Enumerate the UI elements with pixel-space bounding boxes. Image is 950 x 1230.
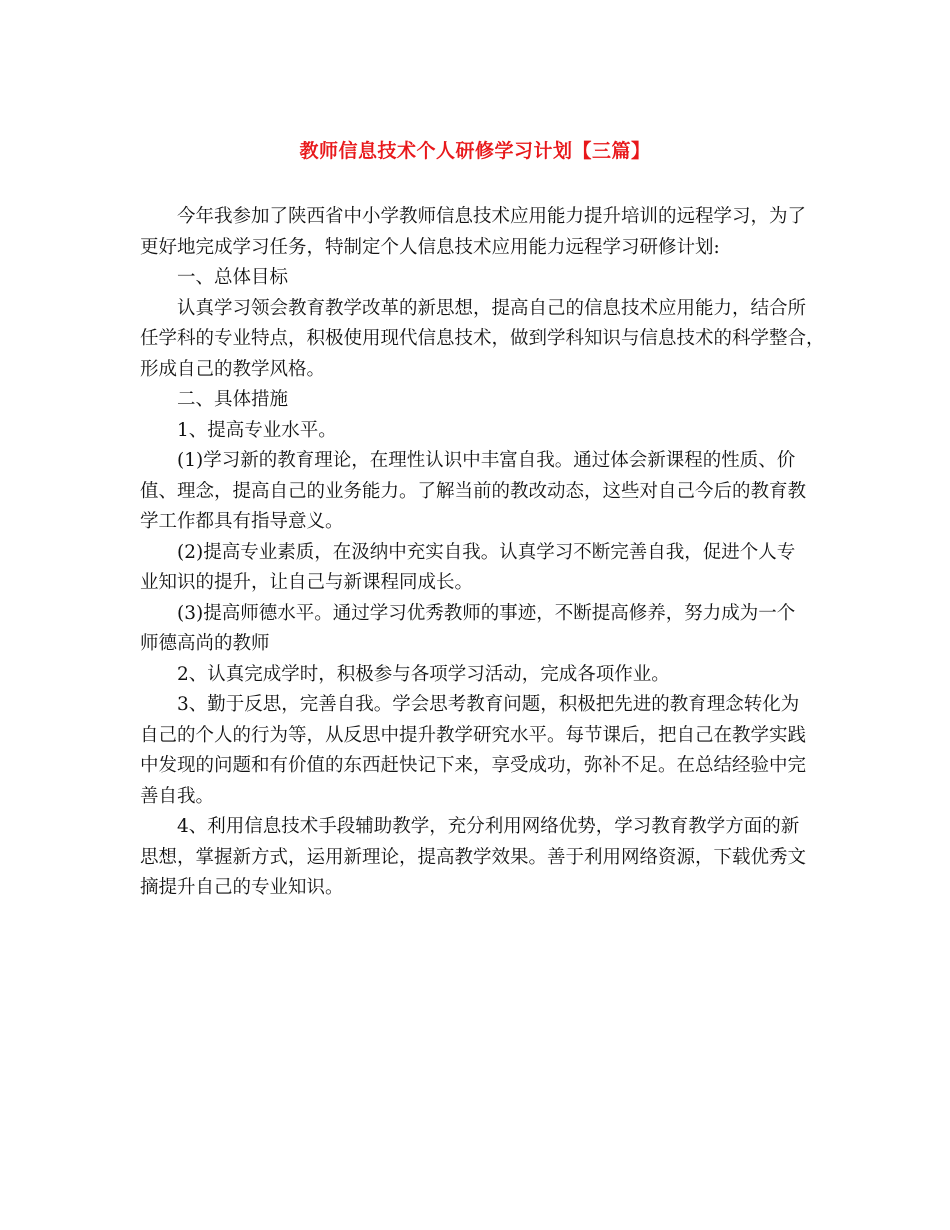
text-line: (1)学习新的教育理论，在理性认识中丰富自我。通过体会新课程的性质、价 xyxy=(177,450,796,471)
text-line: (2)提高专业素质，在汲纳中充实自我。认真学习不断完善自我，促进个人专 xyxy=(177,541,796,563)
text-line: 3、勤于反思，完善自我。学会思考教育问题，积极把先进的教育理念转化为 xyxy=(177,694,800,715)
text-line: (3)提高师德水平。通过学习优秀教师的事迹，不断提高修养，努力成为一个 xyxy=(177,602,796,624)
text-line: 认真学习领会教育教学改革的新思想，提高自己的信息技术应用能力，结合所 xyxy=(177,297,807,319)
text-line: 自己的个人的行为等，从反思中提升教学研究水平。每节课后，把自己在教学实践 xyxy=(140,724,807,746)
text-line: 任学科的专业特点，积极使用现代信息技术，做到学科知识与信息技术的科学整合， xyxy=(140,328,825,349)
text-line: 学工作都具有指导意义。 xyxy=(140,511,344,532)
text-line: 值、理念，提高自己的业务能力。了解当前的教改动态，这些对自己今后的教育教 xyxy=(140,480,807,502)
text-line: 更好地完成学习任务，特制定个人信息技术应用能力远程学习研修计划: xyxy=(140,236,720,258)
text-line: 思想，掌握新方式，运用新理论，提高教学效果。善于利用网络资源，下载优秀文 xyxy=(140,846,807,868)
text-line: 4、利用信息技术手段辅助教学，充分利用网络优势，学习教育教学方面的新 xyxy=(177,816,800,837)
text-line: 师德高尚的教师 xyxy=(140,633,270,654)
text-line: 一、总体目标 xyxy=(177,267,289,288)
text-line: 今年我参加了陕西省中小学教师信息技术应用能力提升培训的远程学习，为了 xyxy=(177,206,807,227)
text-line: 中发现的问题和有价值的东西赶快记下来，享受成功，弥补不足。在总结经验中完 xyxy=(140,755,807,776)
text-line: 2、认真完成学时，积极参与各项学习活动，完成各项作业。 xyxy=(177,663,670,685)
text-line: 业知识的提升，让自己与新课程同成长。 xyxy=(140,572,474,593)
text-line: 二、具体措施 xyxy=(177,389,289,410)
text-line: 摘提升自己的专业知识。 xyxy=(140,877,344,898)
text-line: 1、提高专业水平。 xyxy=(177,419,337,441)
document-body xyxy=(140,202,825,904)
text-line: 形成自己的教学风格。 xyxy=(140,358,326,380)
text-line: 善自我。 xyxy=(140,785,215,807)
document-title: 教师信息技术个人研修学习计划【三篇】 xyxy=(299,140,651,162)
